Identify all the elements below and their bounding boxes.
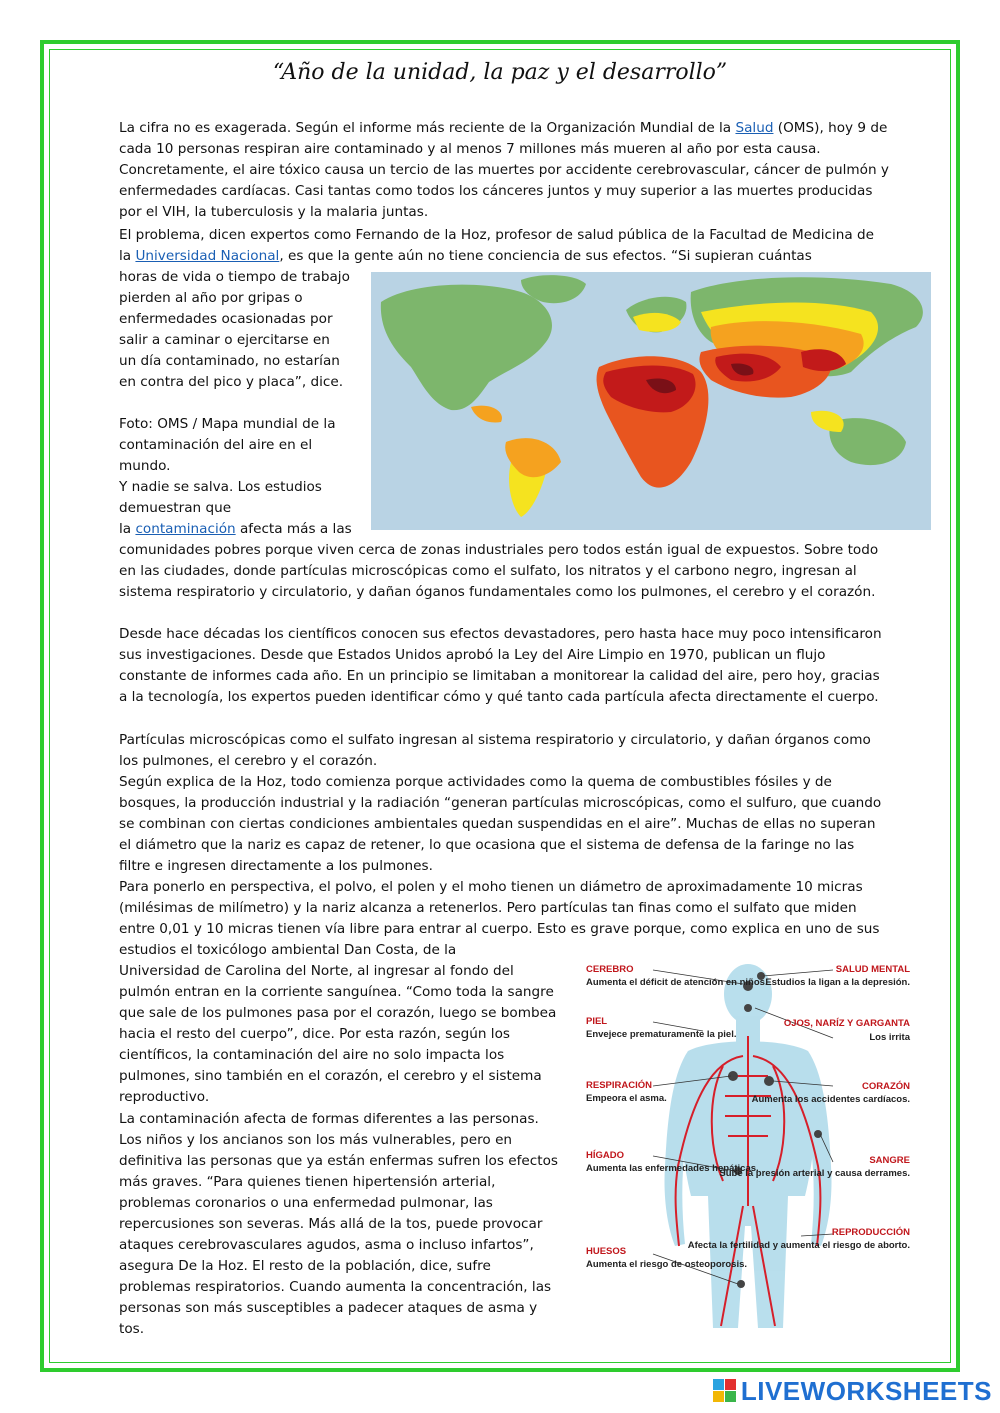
paragraph-8: Universidad de Carolina del Norte, al ingresar al fondo del pulmón entran en la corriente sanguínea. “Como toda la sangre que sale de los pulmones pasa por el corazón, luego se bombea hacia el resto del cuerpo”, dice. Por esta razón, según los científicos, la contaminación del aire no solo impacta los pulmones, sino también en el corazón, el cerebro y el sistema reproductivo. — [119, 963, 557, 1105]
world-pollution-map — [371, 272, 931, 530]
label-reproduccion-title: REPRODUCCIÓN — [831, 1227, 910, 1238]
paragraph-1: La cifra no es exagerada. Según el informe más reciente de la Organización Mundial de la Salud (OMS), hoy 9 de cada 10 personas respiran aire contaminado y al menos 7 millones más mueren al año por esta causa. Concretamente, el aire tóxico causa un tercio de las muertes por accidente cerebrovascular, cáncer de pulmón y enfermedades cardíacas. Casi tantas como todos los cánceres juntos y muy superior a las muertes producidas por el VIH, la tuberculosis y la malaria juntas. — [119, 120, 889, 220]
paragraph-7: Para ponerlo en perspectiva, el polvo, el polen y el moho tienen un diámetro de aproximadamente 10 micras (milésimas de milímetro) y la nariz alcanza a retenerlos. Pero partículas tan finas como el sulfato que miden entre 0,01 y 10 micras tienen vía libre para entrar al cuerpo. Esto es grave porque, como explica en uno de sus estudios el toxicólogo ambiental Dan Costa, de la — [119, 879, 880, 958]
brand-name: LIVEWORKSHEETS — [740, 1375, 992, 1406]
paragraph-9: La contaminación afecta de formas diferentes a las personas. Los niños y los ancianos son los más vulnerables, pero en definitiva las personas que ya están enfermas sufren los efectos más graves. “Para quienes tienen hipertensión arterial, problemas coronarios o una enfermedad pulmonar, las repercusiones son severas. Más allá de la tos, puede provocar ataques cerebrovasculares agudos, asma o incluso infartos”, asegura De la Hoz. El resto de la población, dice, sufre problemas respiratorios. Cuando aumenta la concentración, las personas son más susceptibles a padecer ataques de asma y tos. — [119, 1111, 558, 1337]
label-salud-mental-desc: Estudios la ligan a la depresión. — [765, 977, 910, 988]
label-sangre-title: SANGRE — [869, 1155, 910, 1166]
label-cerebro-desc: Aumenta el déficit de atención en niños. — [586, 977, 768, 988]
paragraph-2: El problema, dicen expertos como Fernando de la Hoz, profesor de salud pública de la Facultad de Medicina de la Universidad Nacional, es que la gente aún no tiene conciencia de sus efectos. “Si supieran cuántas — [119, 227, 874, 264]
label-higado-title: HÍGADO — [586, 1150, 624, 1161]
link-universidad-nacional[interactable]: Universidad Nacional — [135, 248, 280, 264]
side-paragraph-4: la contaminación afecta más a las — [119, 521, 352, 537]
label-piel-title: PIEL — [586, 1016, 608, 1027]
label-corazon-desc: Aumenta los accidentes cardíacos. — [751, 1094, 910, 1105]
side-paragraph-3: Y nadie se salva. Los estudios demuestran que — [119, 479, 322, 516]
paragraph-6: Según explica de la Hoz, todo comienza porque actividades como la quema de combustibles fósiles y de bosques, la producción industrial y la radiación “generan partículas microscópicas, como el sulfuro, que cuando se combinan con ciertas condiciones ambientales quedan suspendidas en el aire”. Muchas de ellas no superan el diámetro que la nariz es capaz de retener, lo que ocasiona que el sistema de defensa de la faringe no las filtre e ingresen directamente a los pulmones. — [119, 774, 882, 874]
label-respiracion-desc: Empeora el asma. — [586, 1093, 667, 1104]
body-effects-figure — [583, 956, 913, 1328]
page-title: “Año de la unidad, la paz y el desarrollo” — [272, 60, 728, 85]
label-ojos-title: OJOS, NARÍZ Y GARGANTA — [783, 1018, 910, 1029]
link-contaminacion[interactable]: contaminación — [135, 521, 236, 537]
label-respiracion-title: RESPIRACIÓN — [586, 1080, 652, 1091]
label-reproduccion-desc: Afecta la fertilidad y aumenta el riesgo de aborto. — [687, 1240, 910, 1251]
liveworksheets-badge-icon — [713, 1379, 737, 1403]
paragraph-4: Desde hace décadas los científicos conocen sus efectos devastadores, pero hasta hace muy poco intensificaron sus investigaciones. Desde que Estados Unidos aprobó la Ley del Aire Limpio en 1970, publican un flujo constante de informes cada año. En un principio se limitaban a monitorear la calidad del aire, pero hoy, gracias a la tecnología, los expertos pueden identificar cómo y qué tanto cada partícula afecta directamente el cuerpo. — [119, 626, 882, 705]
label-piel-desc: Envejece prematuramente la piel. — [586, 1029, 737, 1040]
label-higado-desc: Aumenta las enfermedades hepáticas. — [586, 1163, 759, 1174]
liveworksheets-logo[interactable] — [713, 1375, 992, 1407]
label-salud-mental-title: SALUD MENTAL — [835, 964, 910, 975]
side-paragraph-1: horas de vida o tiempo de trabajo pierden al año por gripas o enfermedades ocasionadas por salir a caminar o ejercitarse en un día contaminado, no estarían en contra del pico y placa”, dice. — [119, 269, 350, 390]
paragraph-5: Partículas microscópicas como el sulfato ingresan al sistema respiratorio y circulatorio, y dañan órganos como los pulmones, el cerebro y el corazón. — [119, 732, 871, 769]
label-sangre-desc: Sube la presión arterial y causa derrames. — [719, 1168, 910, 1179]
label-huesos-desc: Aumenta el riesgo de osteoporosis. — [586, 1259, 748, 1270]
label-ojos-desc: Los irrita — [869, 1032, 910, 1043]
label-corazon-title: CORAZÓN — [861, 1081, 910, 1092]
paragraph-3: comunidades pobres porque viven cerca de zonas industriales pero todos están igual de expuestos. Sobre todo en las ciudades, donde partículas microscópicas como el sulfato, los nitratos y el carbono negro, ingresan al sistema respiratorio y circulatorio, y dañan óganos fundamentales como los pulmones, el cerebro y el corazón. — [119, 542, 879, 600]
link-salud[interactable]: Salud — [735, 120, 774, 136]
label-huesos-title: HUESOS — [586, 1246, 627, 1257]
map-caption: Foto: OMS / Mapa mundial de la contaminación del aire en el mundo. — [119, 416, 336, 474]
label-cerebro-title: CEREBRO — [586, 964, 634, 975]
